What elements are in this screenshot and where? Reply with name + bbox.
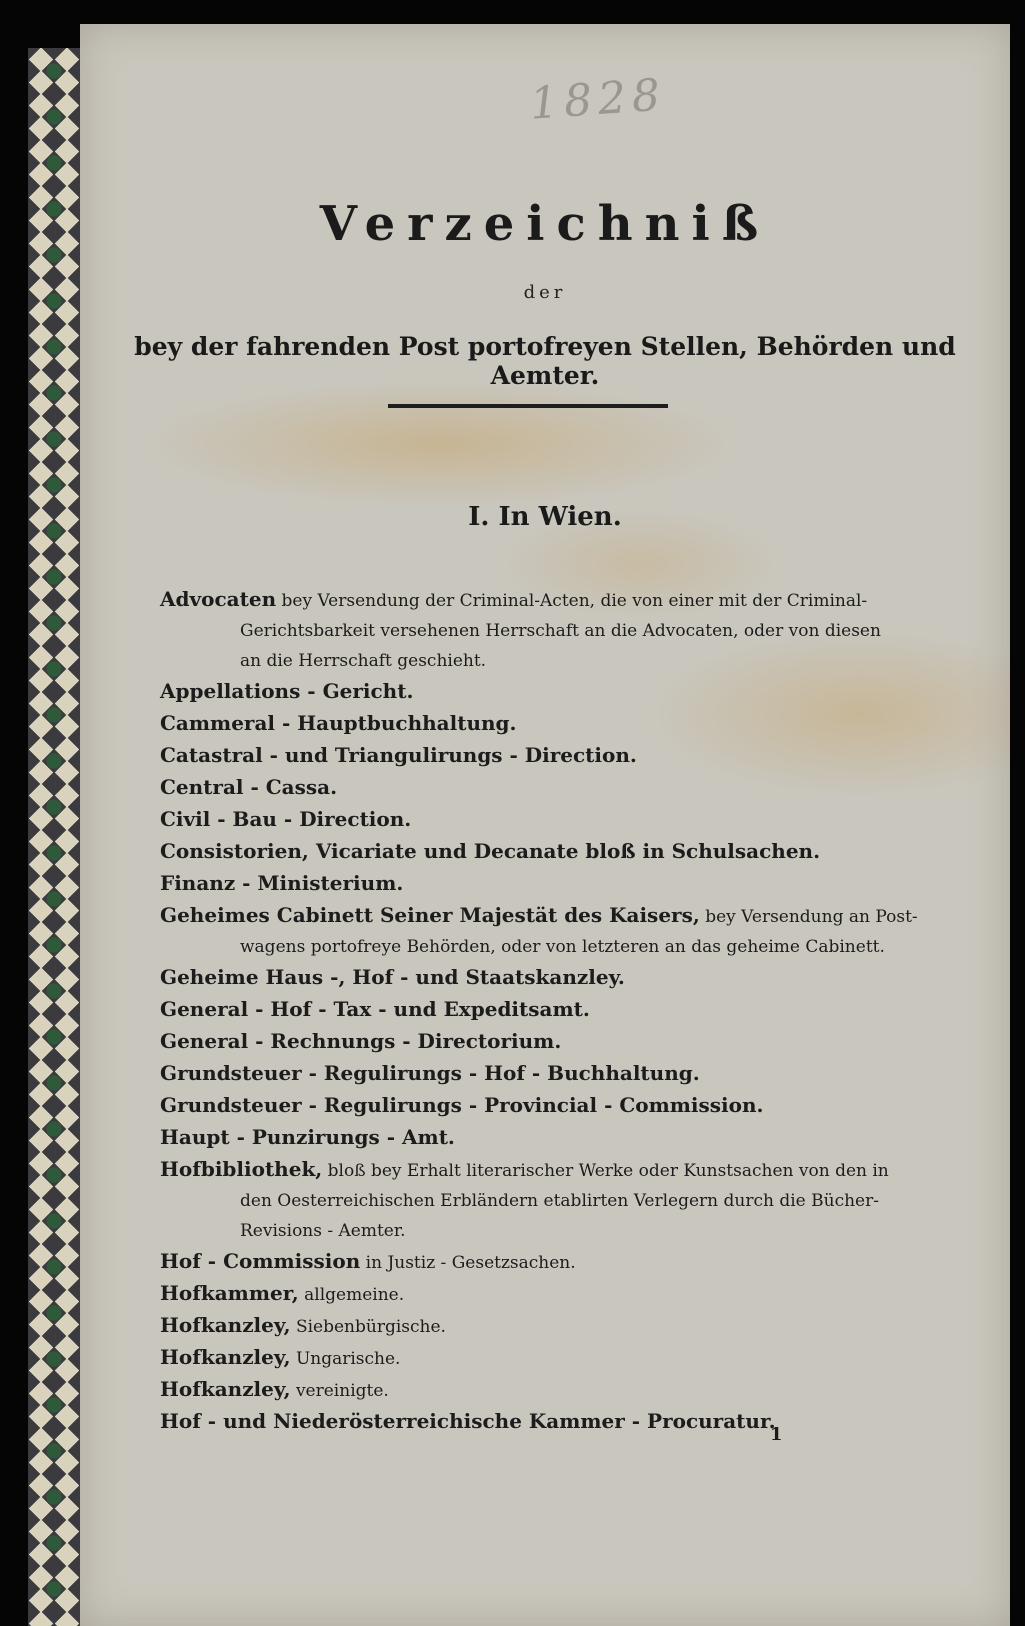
- section-heading: I. In Wien.: [468, 502, 622, 532]
- list-item: Grundsteuer - Regulirungs - Hof - Buchhaltung.: [160, 1061, 700, 1085]
- pencil-annotation: 1828: [528, 69, 668, 130]
- list-item: Geheime Haus -, Hof - und Staatskanzley.: [160, 965, 625, 989]
- page-number: 1: [770, 1424, 783, 1445]
- list-item: Catastral - und Triangulirungs - Direction.: [160, 743, 637, 767]
- list-item: Hofkammer, allgemeine.: [160, 1281, 405, 1305]
- list-item: Hof - Commission in Justiz - Gesetzsachen.: [160, 1249, 576, 1273]
- list-item: Consistorien, Vicariate und Decanate bloß in Schulsachen.: [160, 839, 821, 863]
- list-item: Hofbibliothek, bloß bey Erhalt literarischer Werke oder Kunstsachen von den in den Oesterreichischen Erbländern etablirten Verlegern durch die Bücher- Revisions - Aemter.: [160, 1157, 889, 1241]
- list-item: Central - Cassa.: [160, 775, 338, 799]
- decorative-binding-strip: [28, 48, 82, 1626]
- title-divider: [388, 404, 668, 408]
- document-page: [80, 24, 1010, 1626]
- list-item: Cammeral - Hauptbuchhaltung.: [160, 711, 517, 735]
- list-item: Grundsteuer - Regulirungs - Provincial - Commission.: [160, 1093, 764, 1117]
- list-item: Geheimes Cabinett Seiner Majestät des Kaisers, bey Versendung an Post- wagens portofreye Behörden, oder von letzteren an das geheime Cabinett.: [160, 903, 918, 957]
- list-item: Hofkanzley, Ungarische.: [160, 1345, 401, 1369]
- page-subtitle: bey der fahrenden Post portofreyen Stellen, Behörden und Aemter.: [134, 332, 956, 390]
- list-item: Advocaten bey Versendung der Criminal-Acten, die von einer mit der Criminal- Gerichtsbarkeit versehenen Herrschaft an die Advocaten, oder von diesen an die Herrschaft geschieht.: [160, 587, 881, 671]
- list-item: Haupt - Punzirungs - Amt.: [160, 1125, 455, 1149]
- entry-list: [160, 584, 960, 1438]
- list-item: Civil - Bau - Direction.: [160, 807, 412, 831]
- list-item: General - Hof - Tax - und Expeditsamt.: [160, 997, 590, 1021]
- list-item: Hofkanzley, Siebenbürgische.: [160, 1313, 446, 1337]
- list-item: Appellations - Gericht.: [160, 679, 414, 703]
- list-item: Hofkanzley, vereinigte.: [160, 1377, 389, 1401]
- list-item: Finanz - Ministerium.: [160, 871, 404, 895]
- list-item: Hof - und Niederösterreichische Kammer - Procuratur.: [160, 1409, 776, 1433]
- list-item: General - Rechnungs - Directorium.: [160, 1029, 562, 1053]
- title-connector: der: [523, 282, 567, 303]
- page-title: Verzeichniß: [319, 196, 771, 252]
